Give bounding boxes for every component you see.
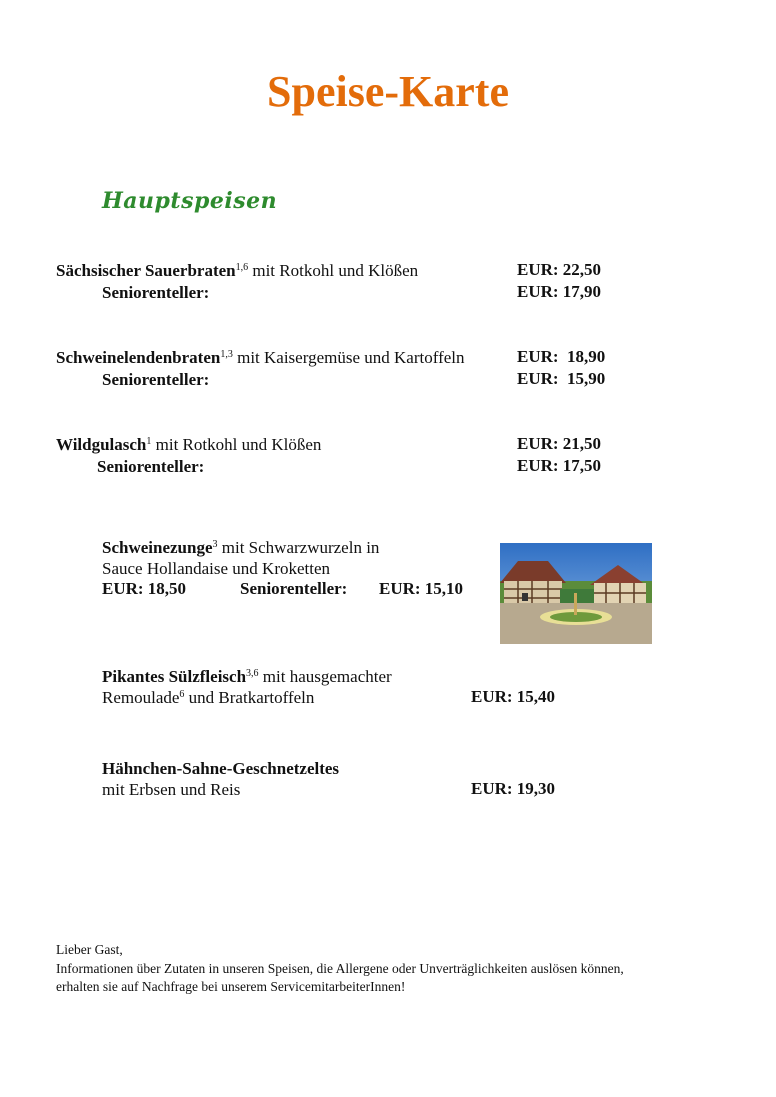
footer-contact-note: erhalten sie auf Nachfrage bei unserem ServicemitarbeiterInnen! — [56, 979, 406, 994]
dish-name: Wildgulasch — [56, 435, 147, 454]
dish-desc-line2: mit Erbsen und Reis — [102, 780, 241, 799]
senior-price: EUR: 17,90 — [517, 282, 602, 301]
dish-price: EUR: 22,50 — [517, 260, 602, 279]
dish-name: Schweinelendenbraten — [56, 348, 221, 367]
senior-price: EUR: 17,50 — [517, 456, 602, 475]
menu-item-2 — [56, 347, 465, 368]
menu-item-3 — [56, 434, 321, 455]
footer-allergen-note: Informationen über Zutaten in unseren Speisen, die Allergene oder Unverträglichkeiten auslösen können, — [56, 961, 624, 976]
allergen-ref: 1 — [146, 436, 152, 447]
page-title: Speise-Karte — [267, 67, 509, 116]
dish-price: EUR: 18,50 — [102, 579, 187, 598]
dish-desc: mit hausgemachter — [258, 667, 392, 686]
allergen-ref: 3 — [212, 539, 218, 550]
dish-desc: mit Schwarzwurzeln in — [217, 538, 380, 557]
dish-price: EUR: 18,90 — [517, 347, 606, 366]
dish-desc: mit Rotkohl und Klößen — [248, 261, 419, 280]
dish-name: Hähnchen-Sahne-Geschnetzeltes — [102, 759, 340, 778]
dish-price: EUR: 21,50 — [517, 434, 602, 453]
section-heading: Hauptspeisen — [102, 188, 278, 214]
dish-price: EUR: 19,30 — [471, 779, 556, 798]
footer-greeting: Lieber Gast, — [56, 942, 123, 957]
senior-label: Seniorenteller: — [102, 283, 210, 302]
dish-desc: mit Kaisergemüse und Kartoffeln — [232, 348, 465, 367]
menu-item-4 — [102, 537, 379, 558]
senior-label: Seniorenteller: — [102, 370, 210, 389]
allergen-ref: 1,3 — [220, 349, 233, 360]
dish-desc-line2 — [102, 687, 314, 708]
menu-item-5 — [102, 666, 392, 687]
menu-item-1 — [56, 260, 418, 281]
senior-price: EUR: 15,10 — [379, 579, 464, 598]
senior-price: EUR: 15,90 — [517, 369, 606, 388]
dish-price: EUR: 15,40 — [471, 687, 556, 706]
dish-desc-part: Remoulade — [102, 688, 180, 707]
allergen-ref: 3,6 — [246, 668, 259, 679]
farmhouse-photo — [500, 543, 652, 644]
dish-name: Schweinezunge — [102, 538, 213, 557]
allergen-ref: 6 — [179, 689, 185, 700]
senior-label: Seniorenteller: — [97, 457, 205, 476]
dish-desc-part: und Bratkartoffeln — [184, 688, 315, 707]
dish-desc: mit Rotkohl und Klößen — [151, 435, 322, 454]
dish-name: Pikantes Sülzfleisch — [102, 667, 247, 686]
dish-name: Sächsischer Sauerbraten — [56, 261, 236, 280]
senior-label: Seniorenteller: — [240, 579, 348, 598]
allergen-ref: 1,6 — [235, 262, 249, 273]
dish-desc-line2: Sauce Hollandaise und Kroketten — [102, 559, 331, 578]
